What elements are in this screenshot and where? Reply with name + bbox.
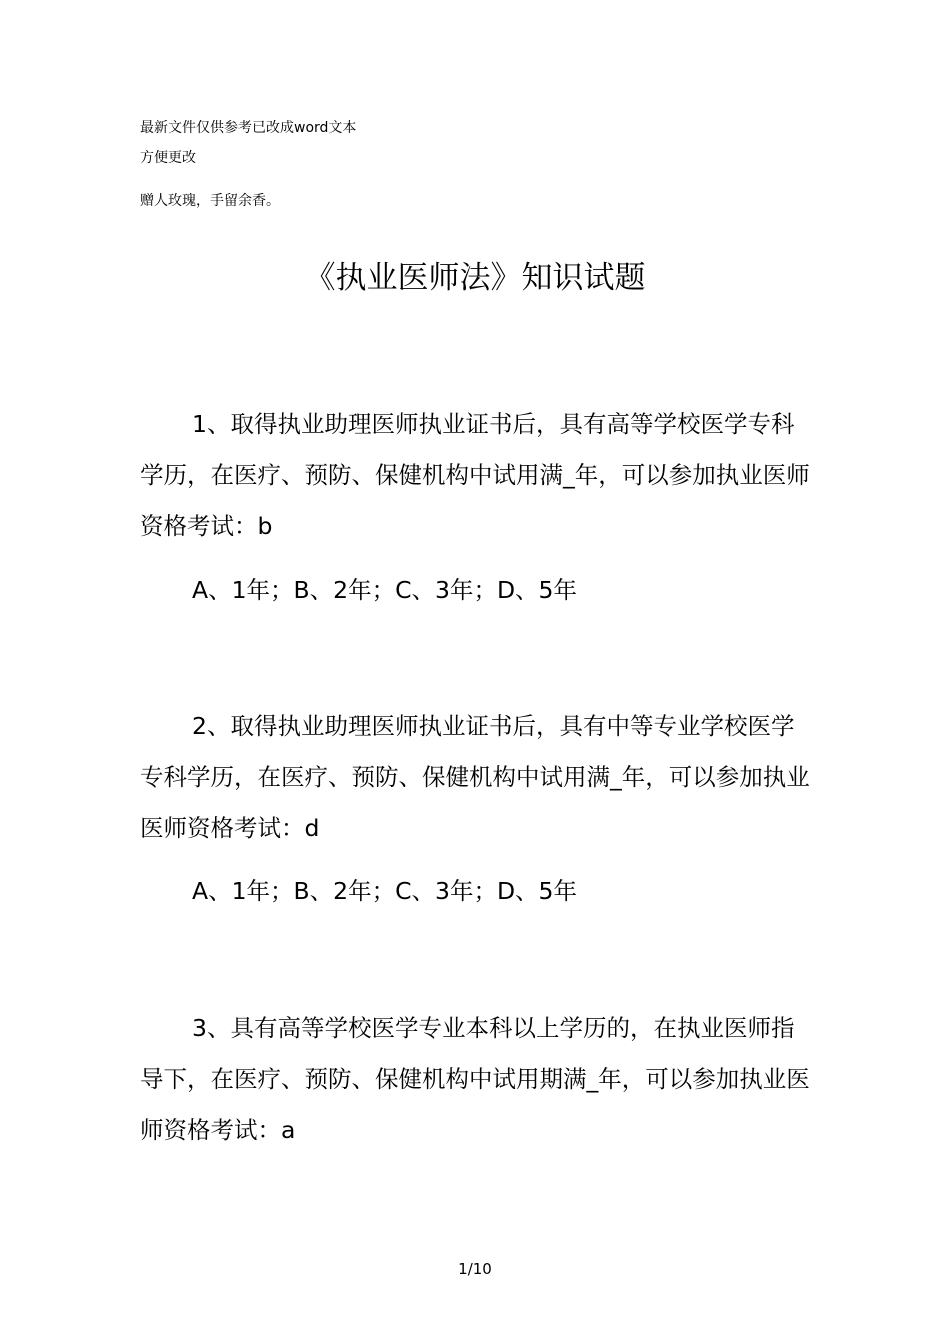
page-number: 1/10 [458,1260,492,1278]
header-note-line-3: 赠人玫瑰，手留余香。 [140,193,280,209]
header-note-line-1: 最新文件仅供参考已改成word文本 [140,120,357,136]
question-1-text: 1、取得执业助理医师执业证书后，具有高等学校医学专科学历，在医疗、预防、保健机构中试用满_年，可以参加执业医师资格考试：b [140,410,810,540]
question-2-text: 2、取得执业助理医师执业证书后，具有中等专业学校医学专科学历，在医疗、预防、保健机构中试用满_年，可以参加执业医师资格考试：d [140,712,810,842]
question-2-options: A、1年；B、2年；C、3年；D、5年 [192,877,578,905]
document-title: 《执业医师法》知识试题 [304,260,646,296]
question-3-text: 3、具有高等学校医学专业本科以上学历的，在执业医师指导下，在医疗、预防、保健机构中试用期满_年，可以参加执业医师资格考试：a [140,1014,810,1144]
header-note-line-2: 方便更改 [140,150,196,166]
question-1-options: A、1年；B、2年；C、3年；D、5年 [192,576,578,604]
